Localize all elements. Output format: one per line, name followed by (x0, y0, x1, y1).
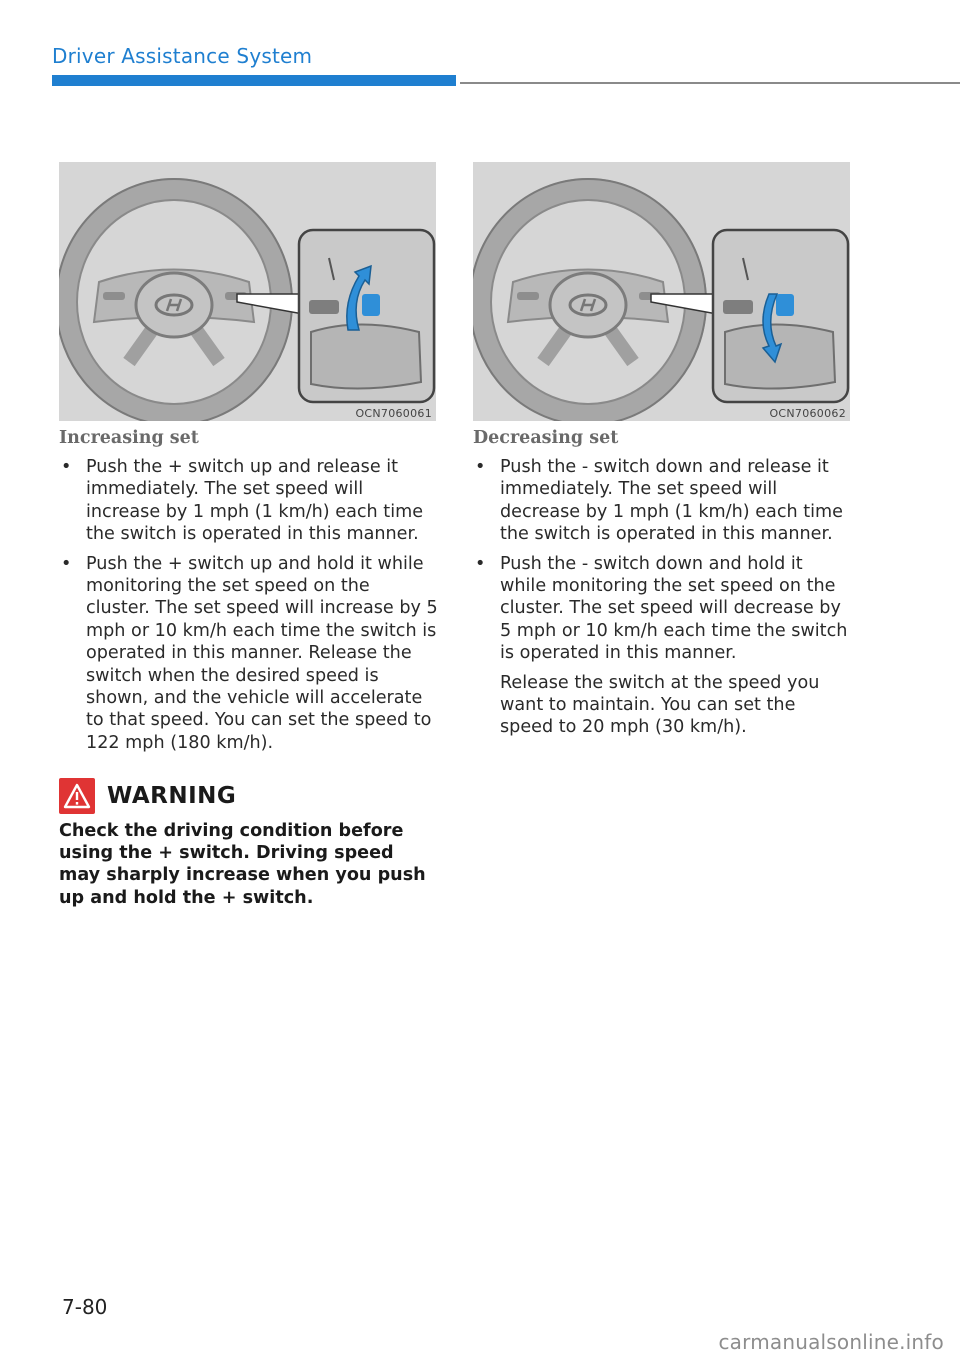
bullet-icon: • (61, 553, 72, 574)
page-number: 7-80 (62, 1295, 108, 1319)
header-accent-bar (52, 75, 456, 86)
section-title: Driver Assistance System (52, 44, 313, 68)
list-item-text: Push the - switch down and release it immediately. The set speed will decrease by 1 mph (1 km/h) each time the switch is operated in this manner. (500, 457, 843, 545)
list-item-text: Push the - switch down and hold it while monitoring the set speed on the cluster. The set speed will decrease by 5 mph or 10 km/h each time the switch is operated in this manner. (500, 553, 848, 664)
watermark: carmanualsonline.info (718, 1330, 944, 1354)
figure-code: OCN7060061 (355, 407, 432, 420)
bullet-icon: • (475, 457, 486, 477)
steering-wheel-illustration (473, 162, 850, 421)
increasing-set-section (59, 428, 439, 761)
figure-code: OCN7060062 (769, 407, 846, 420)
figure-decreasing-set (473, 162, 850, 421)
decreasing-set-heading: Decreasing set (473, 428, 619, 448)
warning-text: Check the driving condition before using the + switch. Driving speed may sharply increase when you push up and hold the + switch. (59, 821, 426, 908)
list-item (59, 553, 439, 755)
figure-increasing-set (59, 162, 436, 421)
list-item-text: Push the + switch up and hold it while monitoring the set speed on the cluster. The set speed will increase by 5 mph or 10 km/h each time the switch is operated in this manner. Release the switch when the desired speed is shown, and the vehicle will accelerate to that speed. You can set the speed to 122 mph (180 km/h). (86, 553, 438, 753)
list-item (59, 456, 439, 546)
bullet-icon: • (475, 553, 486, 574)
bullet-icon: • (61, 457, 72, 477)
decreasing-set-list (473, 456, 853, 665)
steering-wheel-illustration (59, 162, 436, 421)
list-item (473, 553, 853, 665)
decreasing-set-section (473, 428, 853, 739)
increasing-set-heading: Increasing set (59, 428, 199, 448)
warning-title: WARNING (107, 783, 237, 809)
warning-icon (59, 778, 95, 814)
increasing-set-list (59, 456, 439, 754)
list-item-text: Push the + switch up and release it immediately. The set speed will increase by 1 mph (1 km/h) each time the switch is operated in this manner. (86, 457, 424, 545)
list-item (473, 456, 853, 546)
header-rule (460, 82, 960, 84)
decreasing-set-continuation: Release the switch at the speed you want to maintain. You can set the speed to 20 mph (30 km/h). (500, 672, 820, 738)
warning-box (59, 778, 439, 909)
